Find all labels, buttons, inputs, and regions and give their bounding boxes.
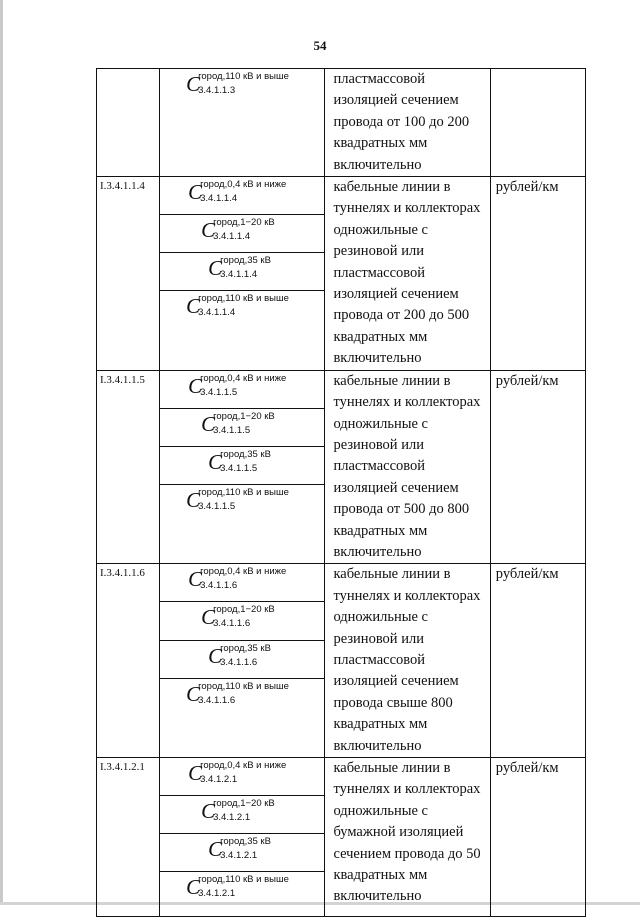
formula-superscript: город,110 кВ и выше: [198, 487, 289, 499]
rate-formula: [188, 179, 318, 209]
formula-subscript: 3.4.1.2.1: [200, 774, 238, 785]
code-cell: I.3.4.1.1.4: [97, 177, 160, 371]
rate-formula: [186, 487, 321, 517]
rate-formula: [201, 217, 301, 247]
formula-symbol: C: [188, 761, 203, 785]
description-cell: кабельные линии в туннелях и коллекторах одножильные с резиновой или пластмассовой изоляцией сечением провода свыше 800 квадратных мм включительно: [325, 564, 490, 758]
table-row: [97, 370, 586, 408]
page-number: 54: [313, 38, 327, 53]
formula-symbol: C: [186, 72, 201, 96]
unit-cell: [490, 69, 585, 177]
formula-cell: [160, 564, 325, 602]
formula-superscript: город,0,4 кВ и ниже: [200, 760, 287, 771]
page-left-edge: [0, 0, 3, 905]
formula-subscript: 3.4.1.1.4: [213, 231, 251, 243]
formula-superscript: город,1−20 кВ: [213, 217, 275, 229]
formula-superscript: город,110 кВ и выше: [198, 680, 289, 692]
unit-cell: рублей/км: [490, 564, 585, 758]
formula-cell: [160, 69, 325, 177]
code-cell: I.3.4.1.1.6: [97, 564, 160, 758]
formula-cell: [160, 602, 325, 640]
formula-subscript: 3.4.1.1.6: [198, 694, 236, 706]
rate-formula: [186, 681, 321, 711]
rate-formula: [186, 874, 321, 904]
formula-subscript: 3.4.1.1.6: [220, 656, 258, 668]
rate-formula: [201, 411, 301, 441]
rate-formula: [208, 643, 298, 673]
formula-subscript: 3.4.1.2.1: [198, 888, 236, 899]
table-row: [97, 177, 586, 215]
rate-formula: [188, 373, 318, 403]
formula-cell: [160, 485, 325, 564]
formula-superscript: город,110 кВ и выше: [198, 71, 289, 82]
formula-subscript: 3.4.1.1.5: [213, 424, 251, 436]
rate-formula: [188, 566, 318, 596]
unit-cell: рублей/км: [490, 758, 585, 917]
formula-cell: [160, 291, 325, 370]
formula-subscript: 3.4.1.1.6: [213, 618, 251, 630]
formula-symbol: C: [188, 567, 203, 592]
rate-formula: [201, 798, 301, 828]
rate-formula: [186, 71, 321, 101]
tariff-table: [96, 68, 586, 917]
formula-cell: [160, 640, 325, 678]
code-cell: I.3.4.1.1.5: [97, 370, 160, 564]
formula-subscript: 3.4.1.1.4: [200, 193, 238, 205]
unit-cell: рублей/км: [490, 177, 585, 371]
table-row: [97, 564, 586, 602]
formula-superscript: город,1−20 кВ: [213, 410, 275, 422]
formula-superscript: город,1−20 кВ: [213, 798, 275, 809]
formula-superscript: город,110 кВ и выше: [198, 874, 289, 885]
formula-superscript: город,0,4 кВ и ниже: [200, 372, 287, 384]
formula-cell: [160, 872, 325, 917]
description-cell: пластмассовой изоляцией сечением провода от 100 до 200 квадратных мм включительно: [325, 69, 490, 177]
formula-cell: [160, 796, 325, 834]
formula-cell: [160, 758, 325, 796]
formula-symbol: C: [208, 643, 223, 668]
formula-superscript: город,1−20 кВ: [213, 604, 275, 616]
rate-formula: [208, 449, 298, 479]
formula-superscript: город,0,4 кВ и ниже: [200, 179, 287, 191]
formula-symbol: C: [201, 218, 216, 243]
formula-symbol: C: [208, 449, 223, 474]
code-cell: [97, 69, 160, 177]
formula-symbol: C: [201, 605, 216, 630]
formula-subscript: 3.4.1.1.4: [220, 269, 258, 281]
formula-superscript: город,35 кВ: [220, 448, 271, 460]
formula-symbol: C: [188, 373, 203, 398]
formula-subscript: 3.4.1.1.4: [198, 307, 236, 319]
formula-cell: [160, 370, 325, 408]
rate-formula: [208, 836, 298, 866]
formula-symbol: C: [186, 875, 201, 899]
formula-subscript: 3.4.1.2.1: [220, 850, 258, 861]
rate-formula: [188, 760, 318, 790]
formula-symbol: C: [186, 294, 201, 319]
rate-formula: [201, 604, 301, 634]
formula-symbol: C: [201, 799, 216, 823]
description-cell: кабельные линии в туннелях и коллекторах одножильные с резиновой или пластмассовой изоляцией сечением провода от 200 до 500 квадратных мм включительно: [325, 177, 490, 371]
formula-cell: [160, 408, 325, 446]
table-row: [97, 758, 586, 796]
formula-cell: [160, 177, 325, 215]
formula-subscript: 3.4.1.2.1: [213, 812, 251, 823]
formula-subscript: 3.4.1.1.5: [198, 501, 236, 513]
description-cell: кабельные линии в туннелях и коллекторах одножильные с бумажной изоляцией сечением провода до 50 квадратных мм включительно: [325, 758, 490, 917]
formula-symbol: C: [208, 256, 223, 281]
rate-formula: [186, 293, 321, 323]
formula-cell: [160, 253, 325, 291]
unit-cell: рублей/км: [490, 370, 585, 564]
formula-superscript: город,0,4 кВ и ниже: [200, 566, 287, 578]
formula-symbol: C: [201, 411, 216, 436]
formula-subscript: 3.4.1.1.5: [200, 386, 238, 398]
formula-symbol: C: [186, 681, 201, 706]
description-cell: кабельные линии в туннелях и коллекторах одножильные с резиновой или пластмассовой изоляцией сечением провода от 500 до 800 квадратных мм включительно: [325, 370, 490, 564]
formula-symbol: C: [208, 837, 223, 861]
formula-symbol: C: [186, 488, 201, 513]
formula-subscript: 3.4.1.1.3: [198, 85, 236, 96]
formula-subscript: 3.4.1.1.5: [220, 462, 258, 474]
formula-symbol: C: [188, 180, 203, 205]
formula-subscript: 3.4.1.1.6: [200, 580, 238, 592]
formula-superscript: город,35 кВ: [220, 836, 271, 847]
formula-cell: [160, 446, 325, 484]
table-row: [97, 69, 586, 177]
formula-cell: [160, 678, 325, 757]
formula-superscript: город,110 кВ и выше: [198, 293, 289, 305]
formula-cell: [160, 215, 325, 253]
rate-formula: [208, 255, 298, 285]
formula-superscript: город,35 кВ: [220, 642, 271, 654]
formula-cell: [160, 834, 325, 872]
formula-superscript: город,35 кВ: [220, 255, 271, 267]
code-cell: I.3.4.1.2.1: [97, 758, 160, 917]
